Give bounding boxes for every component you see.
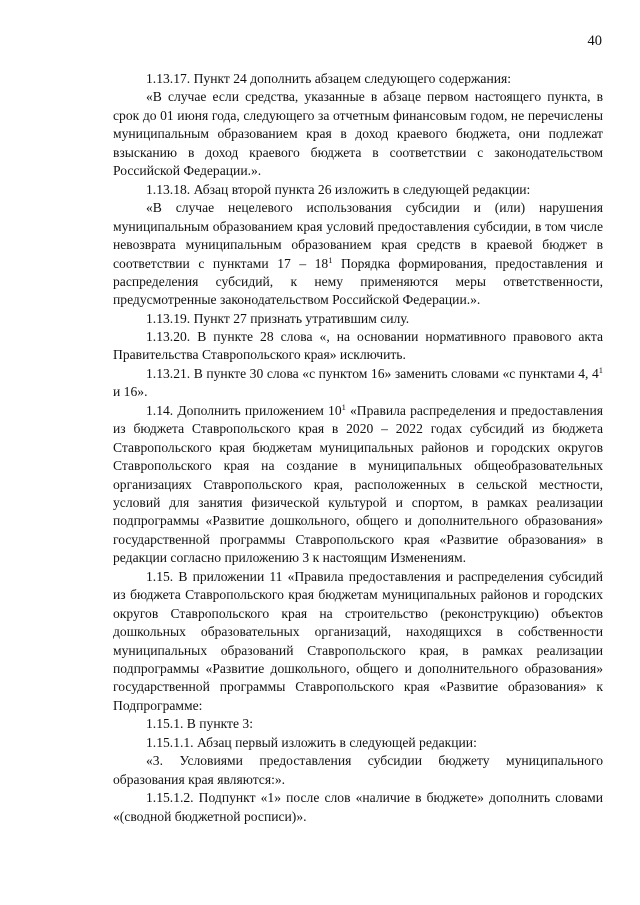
paragraph-text: 1.13.20. В пункте 28 слова «, на основании нормативного правового акта Правительства Ставропольского края» исключить.: [113, 329, 603, 363]
paragraph-1-15: [113, 568, 603, 716]
superscript: 1: [598, 364, 603, 375]
paragraph-1-13-20: [113, 328, 603, 365]
paragraph-text: и 16».: [113, 384, 148, 400]
paragraph-text: «3. Условиями предоставления субсидии бюджету муниципального образования края являются:».: [113, 753, 603, 787]
paragraph-text: «В случае если средства, указанные в абзаце первом настоящего пункта, в срок до 01 июня года, следующего за отчетным финансовым годом, не перечислены муниципальным образованием края в доход краевого бюджета, они подлежат взысканию в доход краевого бюджета в соответствии с законодательством Российской Федерации.».: [113, 89, 603, 179]
paragraph-1-13-21: [113, 365, 603, 402]
paragraph-text: 1.14. Дополнить приложением 10: [146, 402, 342, 418]
paragraph-text: 1.15.1.1. Абзац первый изложить в следующей редакции:: [146, 734, 477, 750]
paragraph-text: «В случае нецелевого использования субсидии и (или) нарушения муниципальным образованием края условий предоставления субсидии, в том числе невозврата муниципальным образованием края средств в краевой бюджет в соответствии с пунктами 17 – 18: [113, 200, 603, 271]
paragraph-1-13-18: [113, 181, 603, 199]
superscript: 1: [341, 401, 346, 412]
paragraph-1-15-1-2: [113, 789, 603, 826]
paragraph-1-13-17: [113, 70, 603, 88]
paragraph-text: 1.13.17. Пункт 24 дополнить абзацем следующего содержания:: [146, 71, 512, 86]
paragraph-text: 1.13.18. Абзац второй пункта 26 изложить в следующей редакции:: [146, 181, 531, 197]
paragraph-quote-3: [113, 752, 603, 789]
paragraph-text: Порядка формирования, предоставления и распределения субсидий, к нему применяются меры ответственности, предусмотренные законодательством Российской Федерации.».: [113, 255, 604, 308]
paragraph-text: 1.15. В приложении 11 «Правила предоставления и распределения субсидий из бюджета Ставропольского края бюджетам муниципальных районов и городских округов Ставропольского края на строительство (реконструкцию) объектов дошкольных образовательных организаций, находящихся в собственности муниципальных образований Ставропольского края, в рамках реализации подпрограммы «Развитие дошкольного, общего и дополнительного образования» государственной программы Ставропольского края «Развитие образования» к Подпрограмме:: [113, 568, 603, 713]
superscript: 1: [328, 254, 333, 265]
page-number: 40: [587, 33, 602, 49]
paragraph-text: 1.13.19. Пункт 27 признать утратившим силу.: [146, 310, 410, 326]
paragraph-text: 1.13.21. В пункте 30 слова «с пунктом 16» заменить словами «с пунктами 4, 4: [146, 365, 599, 381]
paragraph-1-15-1-1: [113, 734, 603, 752]
paragraph-1-13-19: [113, 310, 603, 328]
paragraph-quote-1: [113, 88, 603, 180]
paragraph-1-14: [113, 402, 603, 568]
paragraph-quote-2: [113, 199, 603, 310]
paragraph-text: 1.15.1.2. Подпункт «1» после слов «наличие в бюджете» дополнить словами «(сводной бюджетной росписи)».: [113, 790, 603, 824]
paragraph-text: 1.15.1. В пункте 3:: [146, 716, 253, 732]
document-body: [113, 70, 603, 826]
paragraph-1-15-1: [113, 715, 603, 733]
paragraph-text: «Правила распределения и предоставления из бюджета Ставропольского края в 2020 – 2022 годах субсидий из бюджета Ставропольского края бюджетам муниципальных районов и городских округов Ставропольского края на создание в муниципальных общеобразовательных организациях Ставропольского края, расположенных в сельской местности, условий для занятия физической культурой и спортом, в рамках реализации подпрограммы «Развитие дошкольного, общего и дополнительного образования» государственной программы Ставропольского края «Развитие образования» в редакции согласно приложению 3 к настоящим Изменениям.: [113, 402, 603, 566]
